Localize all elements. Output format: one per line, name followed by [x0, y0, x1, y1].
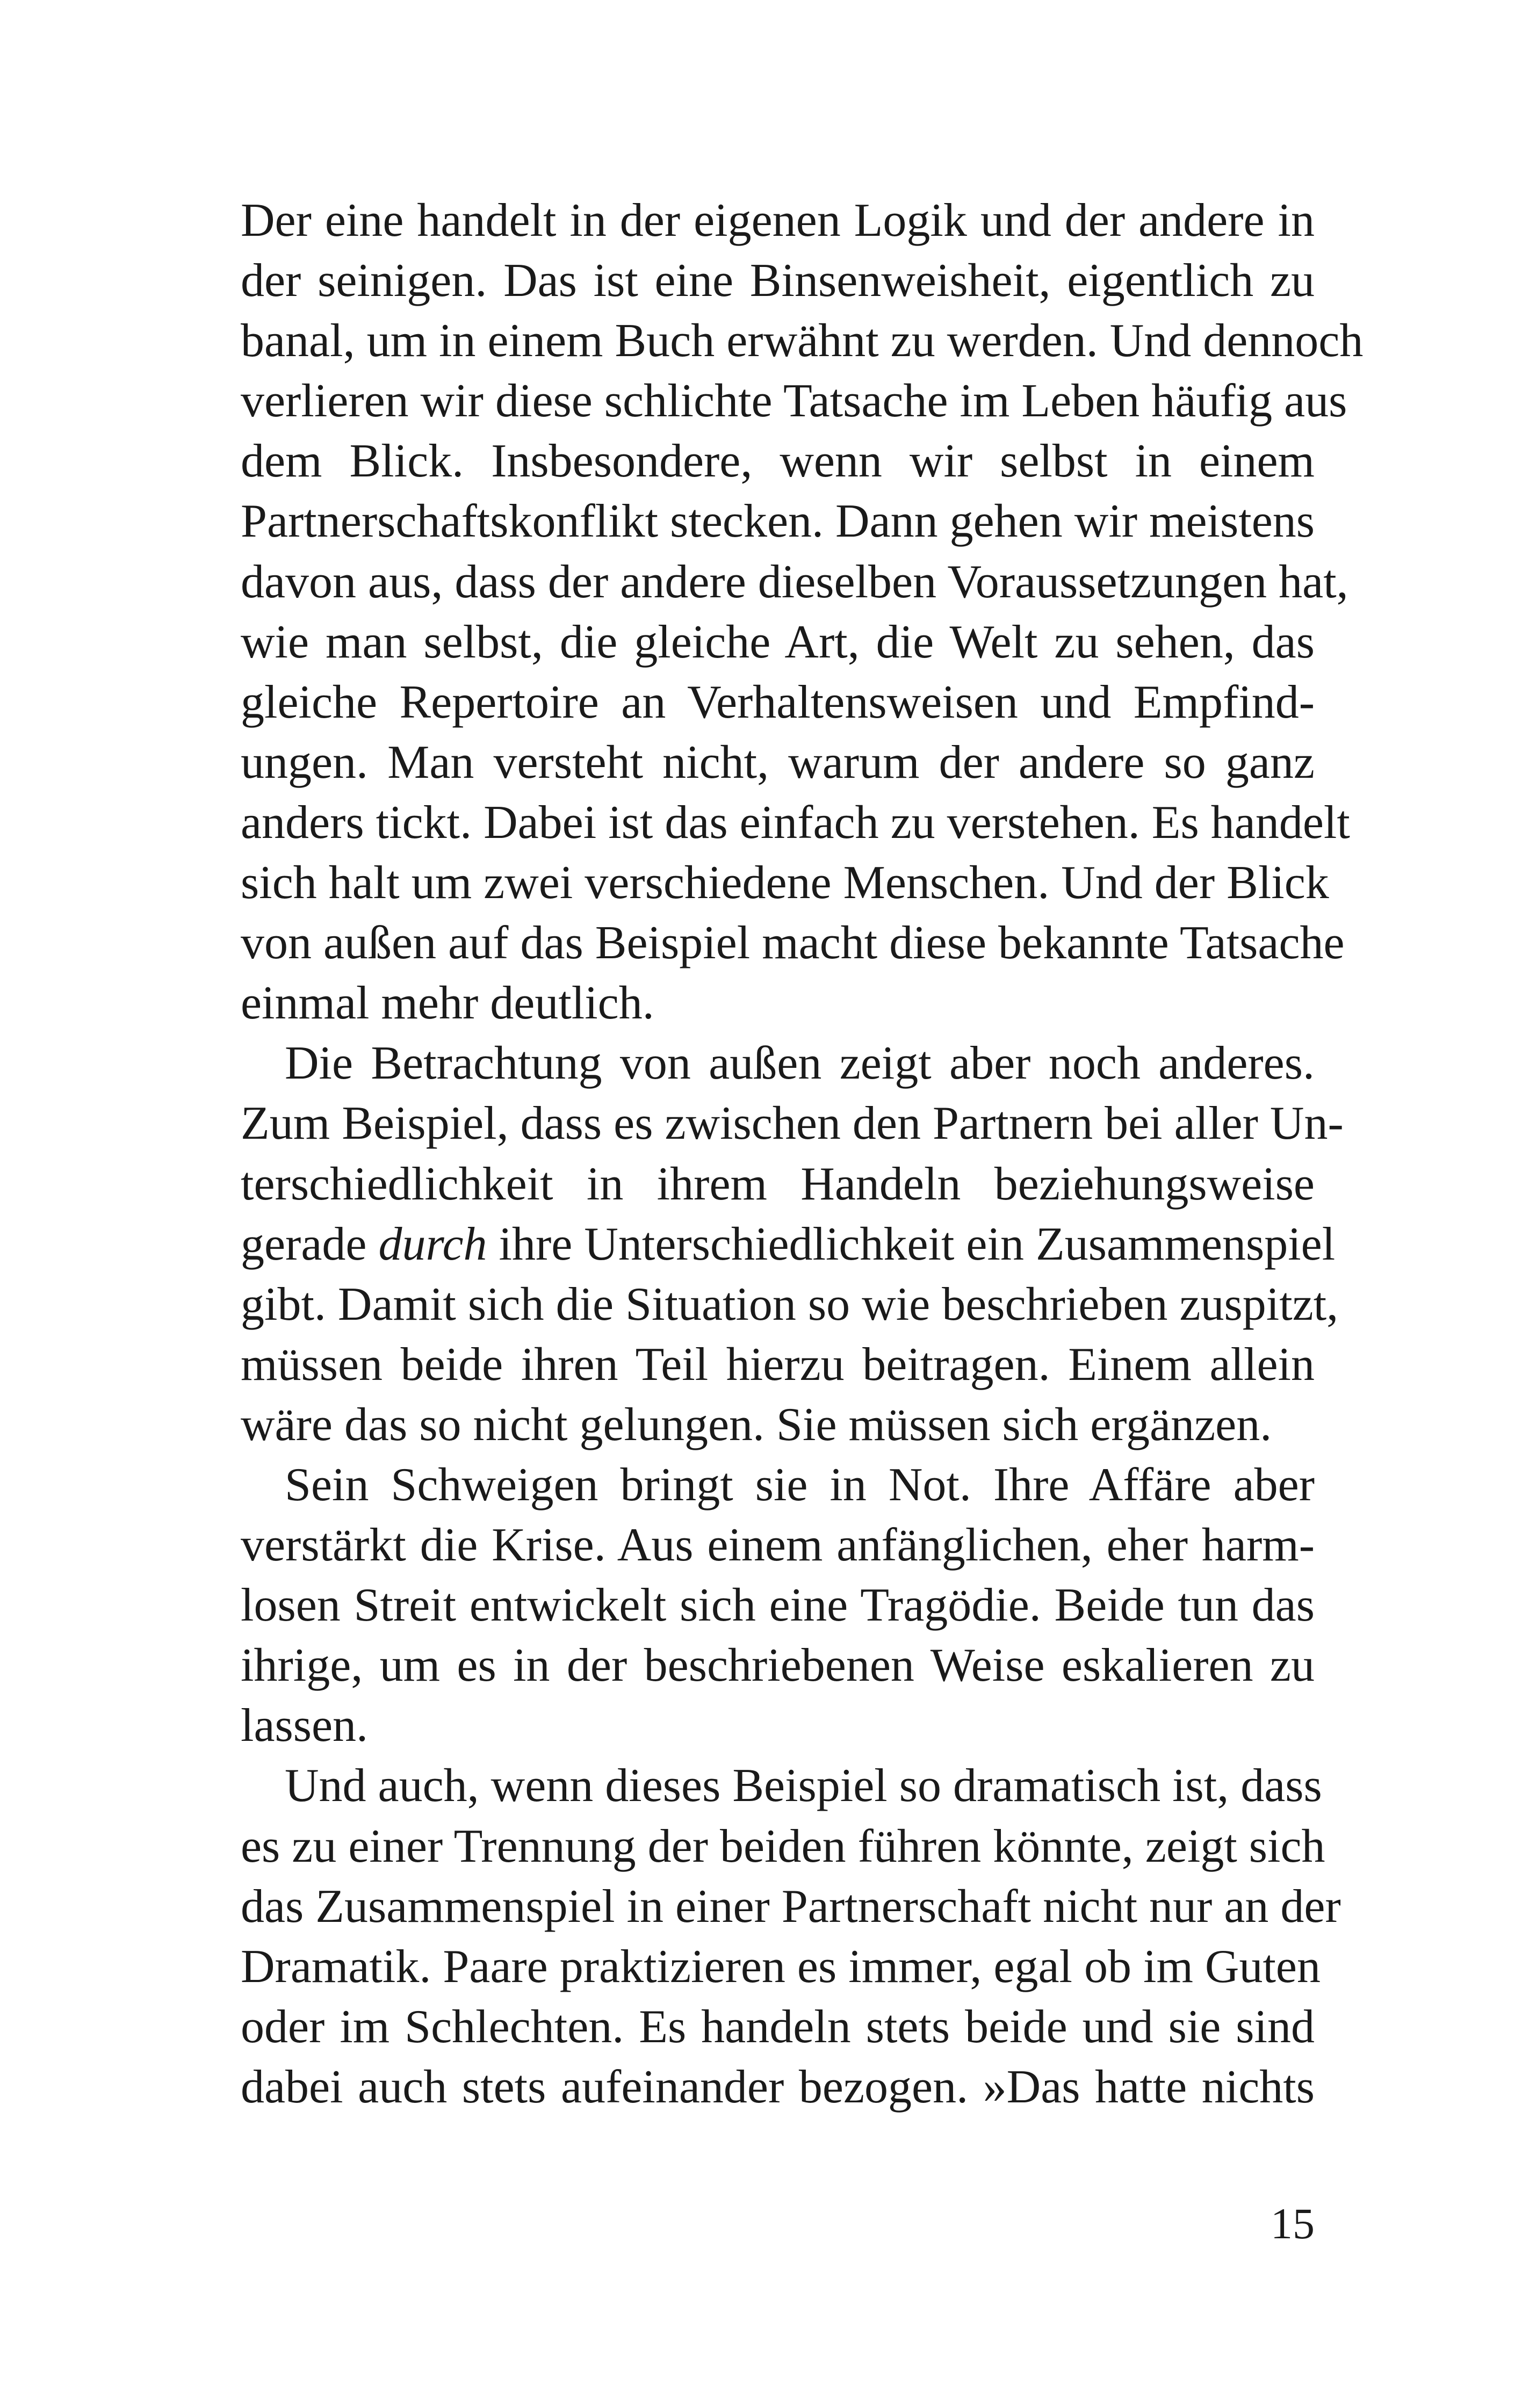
- text-line: dem Blick. Insbesondere, wenn wir selbst in einem: [241, 435, 1315, 488]
- text-line: ihrige, um es in der beschriebenen Weise eskalieren zu: [241, 1639, 1315, 1692]
- text-line: sich halt um zwei verschiedene Menschen. Und der Blick: [241, 857, 1329, 909]
- paragraph-2: [241, 1033, 1344, 1455]
- text-line: Partnerschaftskonflikt stecken. Dann gehen wir meistens: [241, 495, 1315, 548]
- text-line: oder im Schlechten. Es handeln stets beide und sie sind: [241, 2000, 1315, 2053]
- text-line: ungen. Man versteht nicht, warum der andere so ganz: [241, 736, 1315, 789]
- page-number: 15: [1271, 2199, 1315, 2248]
- paragraph-1: [241, 191, 1364, 1033]
- text-line: verlieren wir diese schlichte Tatsache im Leben häufig aus: [241, 375, 1347, 428]
- text-line: banal, um in einem Buch erwähnt zu werden. Und dennoch: [241, 315, 1364, 367]
- text-line: dabei auch stets aufeinander bezogen. »Das hatte nichts: [241, 2060, 1315, 2113]
- text-line: wie man selbst, die gleiche Art, die Welt zu sehen, das: [241, 616, 1315, 668]
- text-line: terschiedlichkeit in ihrem Handeln beziehungsweise: [241, 1158, 1315, 1210]
- text-line: Zum Beispiel, dass es zwischen den Partnern bei aller Un-: [241, 1097, 1344, 1150]
- text-line: davon aus, dass der andere dieselben Voraussetzungen hat,: [241, 555, 1348, 608]
- text-line: losen Streit entwickelt sich eine Tragödie. Beide tun das: [241, 1579, 1315, 1632]
- text-after-emphasis: ihre Unterschiedlichkeit ein Zusammenspiel: [487, 1218, 1336, 1270]
- text-line: der seinigen. Das ist eine Binsenweisheit, eigentlich zu: [241, 255, 1315, 307]
- text-line: einmal mehr deutlich.: [241, 977, 654, 1030]
- text-line: Und auch, wenn dieses Beispiel so dramatisch ist, dass: [285, 1760, 1322, 1812]
- text-line: wäre das so nicht gelungen. Sie müssen sich ergänzen.: [241, 1398, 1272, 1451]
- text-line: es zu einer Trennung der beiden führen könnte, zeigt sich: [241, 1820, 1325, 1872]
- text-line: Der eine handelt in der eigenen Logik und der andere in: [241, 194, 1315, 247]
- paragraph-3: [241, 1455, 1315, 1756]
- italic-emphasis: durch: [378, 1218, 487, 1270]
- text-line: von außen auf das Beispiel macht diese bekannte Tatsache: [241, 917, 1345, 970]
- text-line: lassen.: [241, 1700, 369, 1752]
- paragraph-4: [241, 1756, 1341, 2117]
- text-line: gibt. Damit sich die Situation so wie beschrieben zuspitzt,: [241, 1278, 1339, 1330]
- text-line: anders tickt. Dabei ist das einfach zu verstehen. Es handelt: [241, 796, 1350, 849]
- text-line: Sein Schweigen bringt sie in Not. Ihre Affäre aber: [285, 1458, 1315, 1511]
- text-line: gleiche Repertoire an Verhaltensweisen und Empfind-: [241, 676, 1315, 728]
- text-line: müssen beide ihren Teil hierzu beitragen. Einem allein: [241, 1338, 1315, 1391]
- text-line: verstärkt die Krise. Aus einem anfänglichen, eher harm-: [241, 1519, 1315, 1572]
- text-line: Dramatik. Paare praktizieren es immer, egal ob im Guten: [241, 1940, 1321, 1993]
- body-text: [241, 191, 1364, 2117]
- text-line-emphasis: [241, 1214, 1336, 1275]
- text-line: Die Betrachtung von außen zeigt aber noch anderes.: [285, 1037, 1315, 1090]
- text-line: das Zusammenspiel in einer Partnerschaft nicht nur an der: [241, 1880, 1341, 1933]
- text-before-emphasis: gerade: [241, 1218, 379, 1270]
